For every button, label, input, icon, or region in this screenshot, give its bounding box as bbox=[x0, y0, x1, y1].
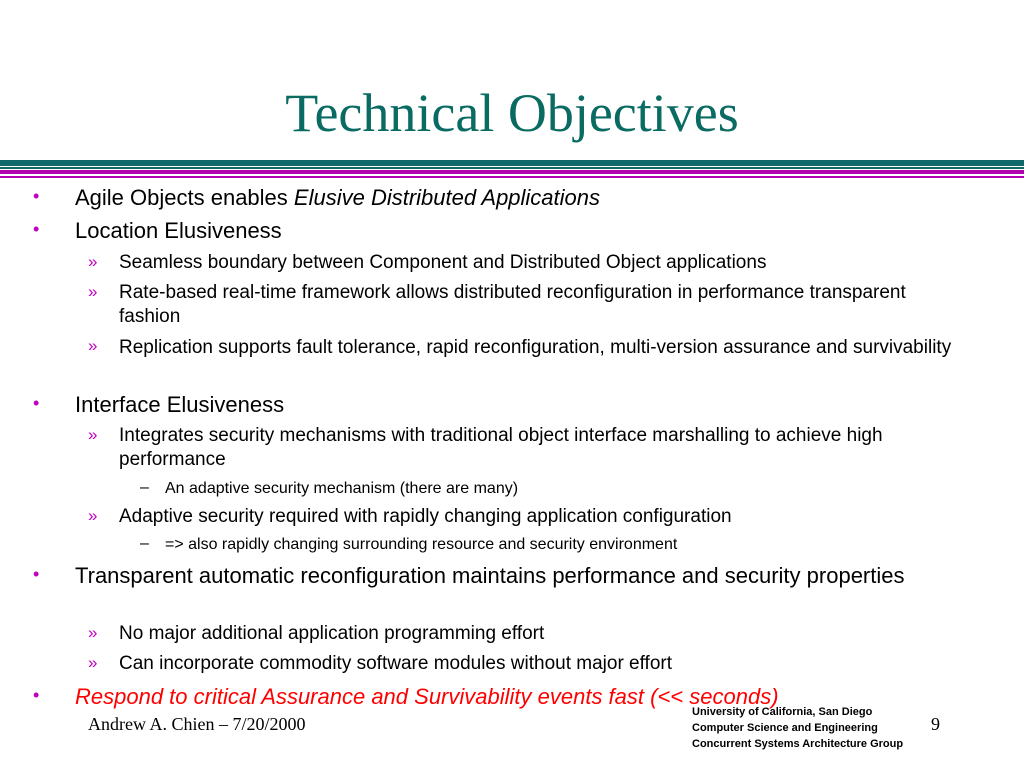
bullet-location-elusiveness: Location Elusiveness bbox=[75, 218, 282, 243]
bullet-agile-objects-text: Agile Objects enables bbox=[75, 185, 294, 210]
bullet-interface-elusiveness: Interface Elusiveness bbox=[75, 392, 285, 417]
title-divider-teal-thin bbox=[0, 167, 1024, 169]
bullet-agile-objects bbox=[75, 185, 975, 211]
sub-bullet-integrates-security: Integrates security mechanisms with traditional object interface marshalling to achieve high performance bbox=[119, 425, 883, 470]
footer-org-university: University of California, San Diego bbox=[692, 706, 873, 718]
footer-org-department: Computer Science and Engineering bbox=[692, 722, 878, 734]
footer-organization bbox=[692, 704, 903, 752]
bullet-transparent-reconfiguration: Transparent automatic reconfiguration maintains performance and security properties bbox=[75, 563, 905, 588]
sub-bullet-marker: » bbox=[88, 252, 98, 271]
sub-bullet-commodity-software: Can incorporate commodity software modules without major effort bbox=[119, 653, 673, 674]
sub-sub-bullet-surrounding-environment: => also rapidly changing surrounding resource and security environment bbox=[165, 536, 678, 553]
sub-bullet-marker: » bbox=[88, 653, 98, 672]
sub-bullet-marker: » bbox=[88, 425, 98, 444]
title-divider-magenta-thin bbox=[0, 176, 1024, 178]
page-number: 9 bbox=[931, 714, 940, 734]
sub-bullet-no-programming-effort: No major additional application programming effort bbox=[119, 623, 545, 644]
bullet-marker: • bbox=[33, 685, 40, 705]
bullet-marker: • bbox=[33, 564, 40, 584]
sub-bullet-marker: » bbox=[88, 623, 98, 642]
bullet-marker: • bbox=[33, 393, 40, 413]
title-divider-teal-thick bbox=[0, 160, 1024, 166]
sub-bullet-marker: » bbox=[88, 506, 98, 525]
sub-bullet-replication: Replication supports fault tolerance, rapid reconfiguration, multi-version assurance and survivability bbox=[119, 337, 952, 358]
sub-sub-bullet-adaptive-mechanism: An adaptive security mechanism (there are many) bbox=[165, 480, 519, 497]
bullet-marker: • bbox=[33, 219, 40, 239]
sub-bullet-rate-based: Rate-based real-time framework allows distributed reconfiguration in performance transparent fashion bbox=[119, 282, 906, 327]
footer-org-group: Concurrent Systems Architecture Group bbox=[692, 738, 904, 750]
bullet-marker: • bbox=[33, 186, 40, 206]
bullet-respond-critical-events: Respond to critical Assurance and Survivability events fast (<< seconds) bbox=[75, 684, 779, 709]
footer-author-date: Andrew A. Chien – 7/20/2000 bbox=[88, 714, 306, 734]
sub-bullet-seamless-boundary: Seamless boundary between Component and Distributed Object applications bbox=[119, 252, 767, 273]
sub-bullet-marker: » bbox=[88, 336, 98, 355]
sub-bullet-marker: » bbox=[88, 282, 98, 301]
slide-title: Technical Objectives bbox=[285, 83, 739, 143]
sub-sub-bullet-marker: – bbox=[140, 479, 149, 496]
sub-sub-bullet-marker: – bbox=[140, 535, 149, 552]
bullet-agile-objects-emphasis: Elusive Distributed Applications bbox=[293, 185, 601, 210]
sub-bullet-adaptive-security: Adaptive security required with rapidly changing application configuration bbox=[119, 506, 732, 527]
title-divider-magenta-thick bbox=[0, 170, 1024, 174]
